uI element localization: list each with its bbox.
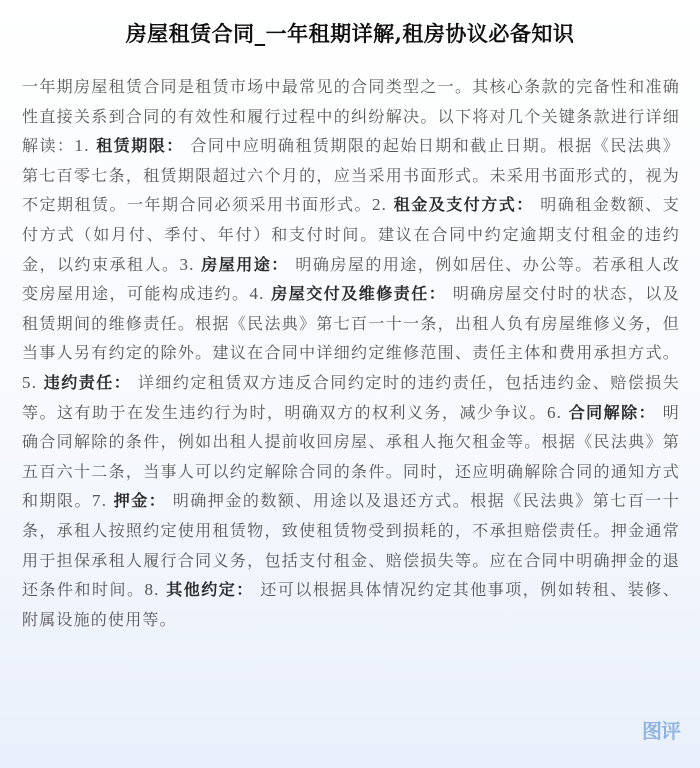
clause-number: 2. xyxy=(371,195,388,215)
clause-number: 4. xyxy=(249,284,265,304)
clause-text: 还可以根据具体情况约定其他事项，例如转租、装修、附属设施的使用等。 xyxy=(22,580,680,629)
clause-heading: 违约责任： xyxy=(43,372,132,392)
clause-number: 8. xyxy=(144,580,160,600)
clause-text: 明确房屋交付时的状态，以及租赁期间的维修责任。根据《民法典》第七百一十一条，出租人负有房屋维修义务，但当事人另有约定的除外。建议在合同中详细约定维修范围、责任主体和费用承担方式。 xyxy=(22,284,680,363)
article-title: 房屋租赁合同_一年租期详解,租房协议必备知识 xyxy=(125,21,575,46)
clause-text: 明确押金的数额、用途以及退还方式。根据《民法典》第七百一十条，承租人按照约定使用租赁物，致使租赁物受到损耗的，不承担赔偿责任。押金通常用于担保承租人履行合同义务，包括支付租金、赔偿损失等。应在合同中明确押金的退还条件和时间。 xyxy=(22,491,680,600)
clause-heading: 其他约定： xyxy=(166,580,254,600)
intro-text: 一年期房屋租赁合同是租赁市场中最常见的合同类型之一。其核心条款的完备性和准确性直接关系到合同的有效性和履行过程中的纠纷解决。以下将对几个关键条款进行详细解读： xyxy=(22,77,680,156)
clause-text: 详细约定租赁双方违反合同约定时的违约责任，包括违约金、赔偿损失等。这有助于在发生违约行为时，明确双方的权利义务，减少争议。 xyxy=(22,372,680,422)
clause-heading: 押金： xyxy=(113,491,167,511)
clause-heading: 租金及支付方式： xyxy=(393,195,534,215)
clause-number: 5. xyxy=(22,372,38,392)
clause-heading: 房屋交付及维修责任： xyxy=(271,284,447,304)
clause-number: 1. xyxy=(74,136,90,156)
article-body xyxy=(22,72,680,634)
clause-heading: 合同解除： xyxy=(568,402,657,422)
clause-number: 3. xyxy=(179,254,195,274)
clause-text: 明确合同解除的条件，例如出租人提前收回房屋、承租人拖欠租金等。根据《民法典》第五百六十二条，当事人可以约定解除合同的条件。同时，还应明确解除合同的通知方式和期限。 xyxy=(22,402,680,511)
clause-text: 明确租金数额、支付方式（如月付、季付、年付）和支付时间。建议在合同中约定逾期支付租金的违约金，以约束承租人。 xyxy=(22,195,680,274)
clause-number: 7. xyxy=(92,491,108,511)
clause-text: 合同中应明确租赁期限的起始日期和截止日期。根据《民法典》第七百零七条，租赁期限超过六个月的，应当采用书面形式。未采用书面形式的，视为不定期租赁。一年期合同必须采用书面形式。 xyxy=(22,136,680,215)
clause-heading: 房屋用途： xyxy=(201,254,289,274)
clause-number: 6. xyxy=(546,402,563,422)
clause-text: 明确房屋的用途，例如居住、办公等。若承租人改变房屋用途，可能构成违约。 xyxy=(22,254,680,304)
watermark-logo: 图评 xyxy=(642,719,680,743)
clause-heading: 租赁期限： xyxy=(96,136,184,156)
